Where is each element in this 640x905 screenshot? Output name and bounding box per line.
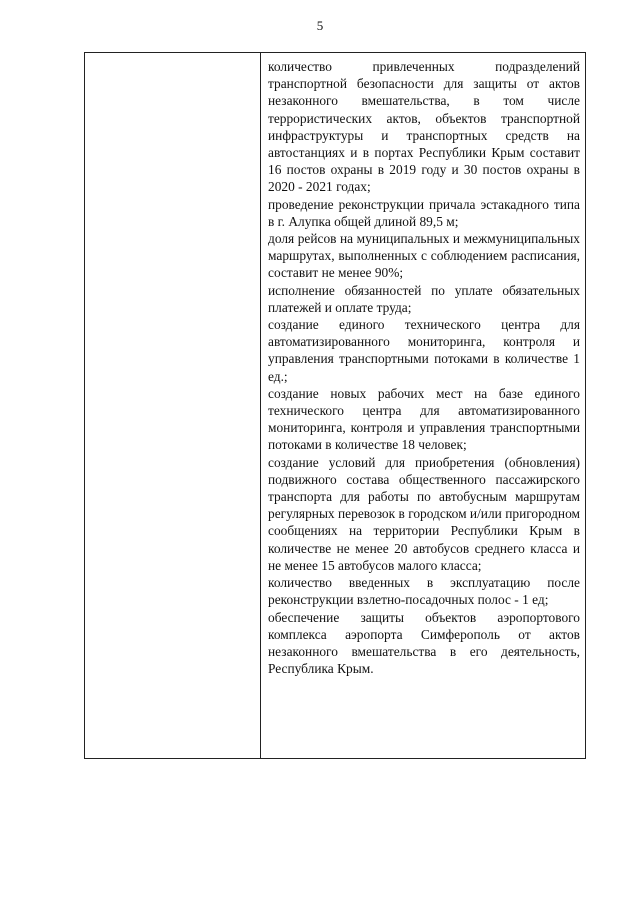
list-item: создание условий для приобретения (обновления) подвижного состава общественного пассажирского транспорта для работы по автобусным маршрутам регулярных перевозок в городском и/или пригородном сообщениях на территории Республики Крым в количестве не менее 20 автобусов среднего класса и не менее 15 автобусов малого класса; [268,454,580,573]
list-item: создание новых рабочих мест на базе единого технического центра для автоматизированного мониторинга, контроля и управления транспортными потоками в количестве 18 человек; [268,385,580,453]
list-item: проведение реконструкции причала эстакадного типа в г. Алупка общей длиной 89,5 м; [268,196,580,229]
list-item: количество привлеченных подразделений транспортной безопасности для защиты от актов незаконного вмешательства, в том числе террористических актов, объектов транспортной инфраструктуры и транспортных средств на автостанциях и в портах Республики Крым составит 16 постов охраны в 2019 году и 30 постов охраны в 2020 - 2021 годах; [268,59,580,195]
table-right-cell [261,53,585,758]
list-item: обеспечение защиты объектов аэропортового комплекса аэропорта Симферополь от актов незаконного вмешательства в его деятельность, Республика Крым. [268,609,580,677]
list-item: создание единого технического центра для автоматизированного мониторинга, контроля и управления транспортными потоками в количестве 1 ед.; [268,317,580,384]
list-item: доля рейсов на муниципальных и межмуниципальных маршрутах, выполненных с соблюдением расписания, составит не менее 90%; [268,231,580,281]
page-number: 5 [316,18,324,33]
document-table [84,52,586,759]
table-left-cell [85,53,261,758]
list-item: количество введенных в эксплуатацию после реконструкции взлетно-посадочных полос - 1 ед; [268,575,580,608]
list-item: исполнение обязанностей по уплате обязательных платежей и оплате труда; [268,282,580,315]
